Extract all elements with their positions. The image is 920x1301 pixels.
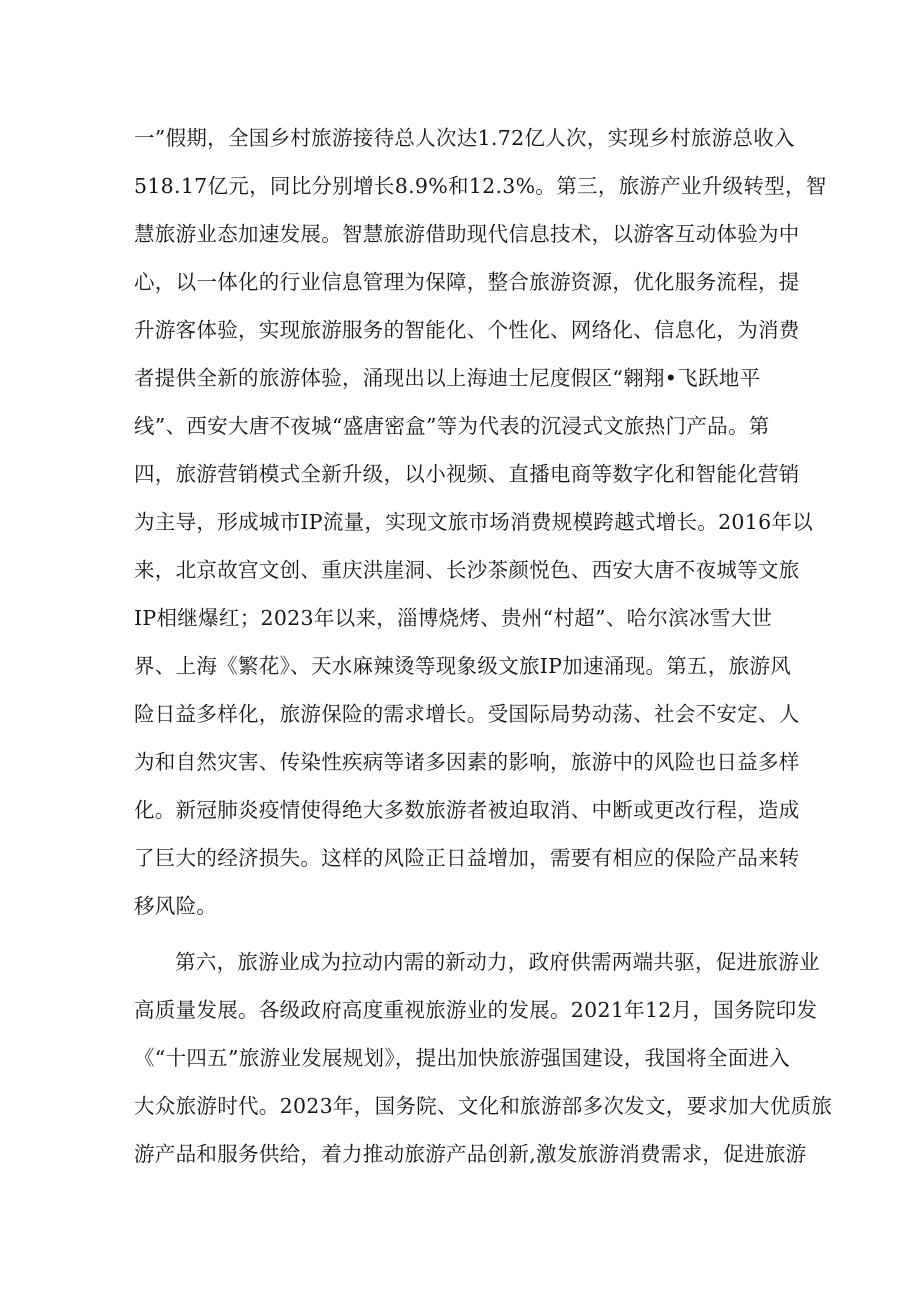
text-line: 为主导，形成城市IP流量，实现文旅市场消费规模跨越式增长。2016年以	[134, 510, 814, 534]
text-line: 线”、西安大唐不夜城“盛唐密盒”等为代表的沉浸式文旅热门产品。第	[134, 414, 770, 438]
text-line: 了巨大的经济损失。这样的风险正日益增加，需要有相应的保险产品来转	[134, 846, 800, 870]
text-line: 为和自然灾害、传染性疾病等诸多因素的影响，旅游中的风险也日益多样	[134, 750, 800, 774]
text-line: 四，旅游营销模式全新升级，以小视频、直播电商等数字化和智能化营销	[134, 462, 800, 486]
text-line: 心，以一体化的行业信息管理为保障，整合旅游资源，优化服务流程，提	[134, 270, 800, 294]
text-line: IP相继爆红；2023年以来，淄博烧烤、贵州“村超”、哈尔滨冰雪大世	[134, 606, 773, 630]
text-line: 慧旅游业态加速发展。智慧旅游借助现代信息技术，以游客互动体验为中	[134, 222, 800, 246]
text-line: 大众旅游时代。2023年，国务院、文化和旅游部多次发文，要求加大优质旅	[134, 1094, 833, 1118]
text-line: 来，北京故宫文创、重庆洪崖洞、长沙茶颜悦色、西安大唐不夜城等文旅	[134, 558, 800, 582]
text-line: 《“十四五”旅游业发展规划》，提出加快旅游强国建设，我国将全面进入	[134, 1046, 791, 1070]
text-line: 移风险。	[134, 894, 218, 918]
text-line: 一”假期，全国乡村旅游接待总人次达1.72亿人次，实现乡村旅游总收入	[134, 126, 795, 150]
text-line: 第六，旅游业成为拉动内需的新动力，政府供需两端共驱，促进旅游业	[175, 950, 820, 974]
text-line: 化。新冠肺炎疫情使得绝大多数旅游者被迫取消、中断或更改行程，造成	[134, 798, 800, 822]
text-line: 险日益多样化，旅游保险的需求增长。受国际局势动荡、社会不安定、人	[134, 702, 800, 726]
text-line: 518.17亿元，同比分别增长8.9%和12.3%。第三，旅游产业升级转型，智	[134, 174, 827, 198]
text-line: 界、上海《繁花》、天水麻辣烫等现象级文旅IP加速涌现。第五，旅游风	[134, 654, 792, 678]
text-line: 者提供全新的旅游体验，涌现出以上海迪士尼度假区“翱翔•飞跃地平	[134, 366, 761, 390]
text-line: 升游客体验，实现旅游服务的智能化、个性化、网络化、信息化，为消费	[134, 318, 800, 342]
text-line: 高质量发展。各级政府高度重视旅游业的发展。2021年12月，国务院印发	[134, 998, 818, 1022]
text-line: 游产品和服务供给，着力推动旅游产品创新,激发旅游消费需求，促进旅游	[134, 1142, 807, 1166]
